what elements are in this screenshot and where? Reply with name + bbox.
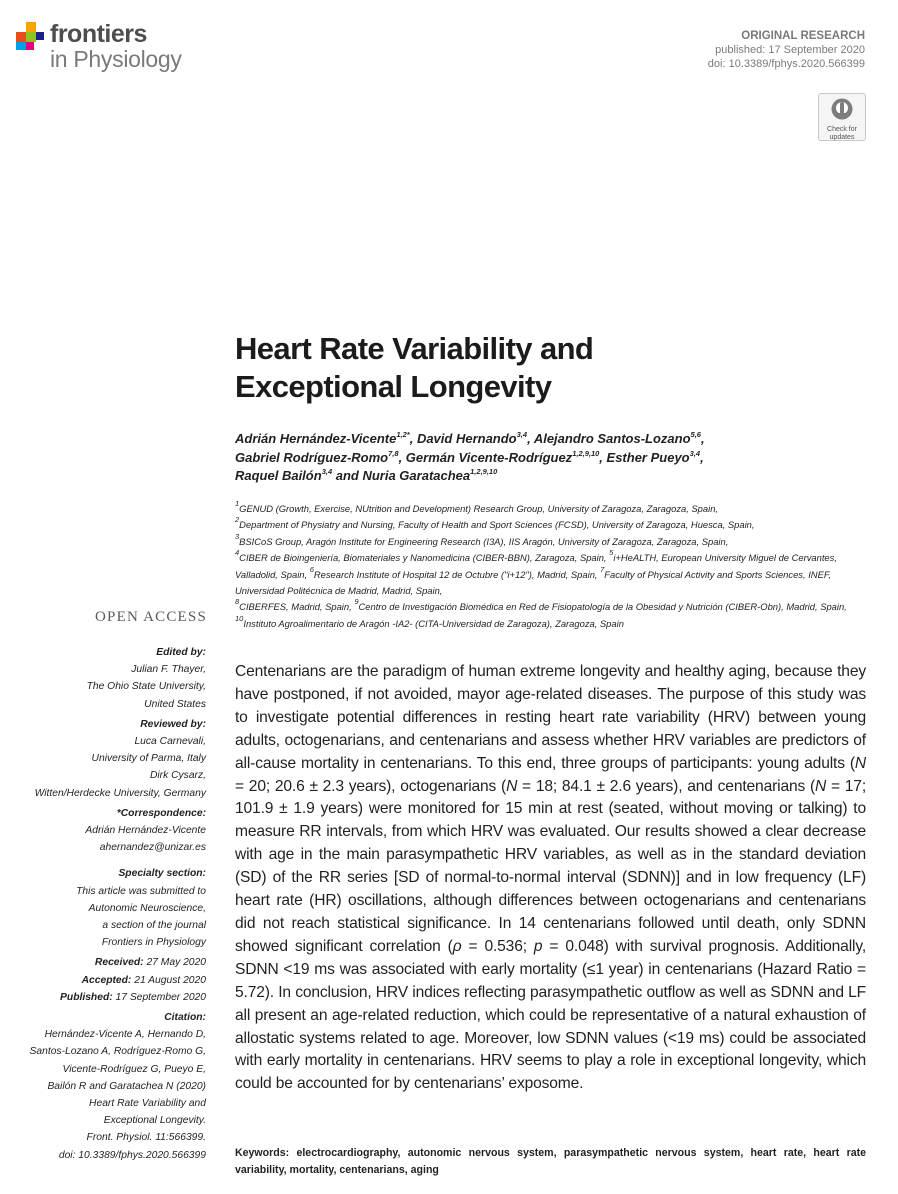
received-date: 27 May 2020 bbox=[146, 957, 206, 969]
author[interactable] bbox=[235, 431, 417, 446]
check-badge-line2: updates bbox=[829, 134, 855, 141]
frontiers-logo-icon bbox=[14, 18, 48, 52]
edited-by-section bbox=[0, 644, 206, 713]
affiliation-text: Research Institute of Hospital 12 de Octubre ("i+12"), Madrid, Spain, bbox=[313, 568, 598, 580]
affiliation-number: 7 bbox=[600, 564, 605, 574]
author-sep: , bbox=[599, 449, 607, 465]
received-row bbox=[0, 954, 206, 971]
affiliation bbox=[235, 531, 729, 547]
dates-section bbox=[0, 954, 206, 1006]
author[interactable] bbox=[235, 450, 406, 465]
title-line-1: Heart Rate Variability and bbox=[235, 331, 594, 366]
reviewed-by-line: Witten/Herdecke University, Germany bbox=[34, 787, 206, 799]
author-sep: , bbox=[398, 449, 406, 465]
affiliation-text: CIBER de Bioingeniería, Biomateriales y Nanomedicina (CIBER-BBN), Zaragoza, Spain, bbox=[239, 552, 607, 564]
affiliation-number: 10 bbox=[235, 613, 244, 623]
open-access-label: OPEN ACCESS bbox=[95, 609, 207, 625]
specialty-section bbox=[0, 865, 206, 951]
author-name: Germán Vicente-Rodríguez bbox=[405, 449, 573, 465]
affiliation-number: 1 bbox=[235, 499, 240, 508]
published-date: 17 September 2020 bbox=[115, 991, 206, 1003]
affiliation-text: Centro de Investigación Biomédica en Red de Fisiopatología de la Obesidad y Nutrición (CIBER-Obn), Madrid, Spain, bbox=[358, 601, 847, 613]
author-sep: , bbox=[700, 431, 705, 446]
affiliation bbox=[309, 564, 598, 580]
check-updates-icon bbox=[830, 97, 854, 121]
abstract-text: = 20; 20.6 ± 2.3 years), octogenarians ( bbox=[235, 777, 507, 795]
author-sep: and bbox=[332, 468, 363, 483]
keywords-label: Keywords: bbox=[235, 1147, 290, 1159]
affiliation-number: 6 bbox=[309, 564, 314, 574]
edited-by-line: United States bbox=[144, 698, 206, 710]
citation-section bbox=[0, 1009, 206, 1164]
article-header bbox=[708, 29, 865, 71]
journal-logo bbox=[14, 16, 214, 76]
affiliation-text: i+HeALTH, European University Miguel de Cervantes, Valladolid, Spain, bbox=[235, 552, 837, 580]
author-affil-sup: 1,2,9,10 bbox=[470, 467, 498, 476]
logo-name: frontiers bbox=[50, 20, 147, 48]
affiliation-text: CIBERFES, Madrid, Spain, bbox=[239, 601, 352, 613]
specialty-line: Frontiers in Physiology bbox=[101, 937, 206, 949]
specialty-label: Specialty section: bbox=[118, 868, 206, 880]
citation-line: Heart Rate Variability and bbox=[89, 1098, 206, 1110]
specialty-line: a section of the journal bbox=[102, 920, 206, 932]
author-list bbox=[235, 430, 865, 486]
author[interactable] bbox=[607, 450, 704, 465]
edited-by-line: Julian F. Thayer, bbox=[131, 664, 206, 676]
author[interactable] bbox=[362, 468, 497, 483]
affiliation bbox=[235, 597, 352, 613]
published-label: Published: bbox=[60, 991, 113, 1003]
citation-line: Exceptional Longevity. bbox=[103, 1115, 206, 1127]
author-affil-sup: 1,2,9,10 bbox=[572, 448, 600, 458]
author-affil-sup: 1,2* bbox=[396, 430, 410, 439]
affiliation-text: Faculty of Physical Activity and Sports Sciences, INEF, Universidad Politécnica de Madrid, Madrid, Spain, bbox=[235, 568, 831, 597]
abstract-text: Centenarians are the paradigm of human extreme longevity and healthy aging, because they have postponed, if not avoided, mayor age-related diseases. The purpose of this study was to investigate potential differences in resting heart rate variability (HRV) between young adults, octogenarians, and centenarians and assess whether HRV variables are predictors of all-cause mortality in centenarians. To this end, three groups of participants: young adults ( bbox=[235, 663, 866, 772]
author-sep: , bbox=[700, 449, 704, 465]
abstract-symbol: N bbox=[506, 777, 518, 795]
reviewed-by-line: University of Parma, Italy bbox=[91, 753, 206, 765]
affiliation-list bbox=[235, 501, 875, 632]
citation-line: Bailón R and Garatachea N (2020) bbox=[47, 1080, 206, 1092]
affiliation bbox=[235, 515, 755, 531]
author-affil-sup: 3,4 bbox=[516, 430, 528, 439]
citation-line: Vicente-Rodríguez G, Pueyo E, bbox=[62, 1063, 206, 1075]
received-label: Received: bbox=[94, 957, 144, 969]
author-name: Nuria Garatachea bbox=[362, 468, 471, 483]
article-title bbox=[235, 330, 855, 406]
accepted-date: 21 August 2020 bbox=[134, 974, 206, 986]
accepted-label: Accepted: bbox=[81, 974, 132, 986]
affiliation-text: Instituto Agroalimentario de Aragón -IA2- (CITA-Universidad de Zaragoza), Zaragoza, Spain bbox=[243, 617, 624, 629]
correspondence-line: Adrián Hernández-Vicente bbox=[85, 825, 206, 837]
correspondence-line: ahernandez@unizar.es bbox=[99, 842, 206, 854]
affiliation bbox=[235, 613, 624, 629]
abstract-symbol: N bbox=[815, 777, 827, 795]
reviewed-by-line: Dirk Cysarz, bbox=[149, 770, 206, 782]
citation-line: Front. Physiol. 11:566399. bbox=[86, 1132, 206, 1144]
affiliation-number: 5 bbox=[609, 548, 614, 558]
article-info-sidebar bbox=[0, 644, 206, 1167]
author-sep: , bbox=[527, 431, 534, 446]
abstract-text: = 18; 84.1 ± 2.6 years), and centenarians ( bbox=[517, 777, 816, 795]
author-affil-sup: 7,8 bbox=[388, 448, 399, 458]
keywords-text: electrocardiography, autonomic nervous system, parasympathetic nervous system, heart rate, heart rate variability, mortality, centenarians, aging bbox=[235, 1147, 867, 1176]
abstract-text: = 0.536; bbox=[461, 937, 534, 955]
accepted-row bbox=[0, 972, 206, 989]
affiliation-number: 2 bbox=[235, 515, 240, 525]
edited-by-line: The Ohio State University, bbox=[86, 681, 206, 693]
author-sep: , bbox=[409, 431, 417, 446]
abstract-symbol: ρ bbox=[452, 937, 462, 955]
correspondence-label: *Correspondence: bbox=[116, 807, 206, 819]
author[interactable] bbox=[534, 431, 705, 446]
author-name: Raquel Bailón bbox=[235, 468, 322, 483]
affiliation-text: BSICoS Group, Aragón Institute for Engineering Research (I3A), IIS Aragón, University of Zaragoza, Zaragoza, Spain, bbox=[239, 535, 729, 547]
affiliation-number: 4 bbox=[235, 548, 240, 558]
affiliation-number: 9 bbox=[354, 597, 359, 607]
affiliation bbox=[235, 499, 719, 514]
article-type: ORIGINAL RESEARCH bbox=[741, 30, 865, 42]
published-date: published: 17 September 2020 bbox=[715, 44, 865, 56]
affiliation bbox=[354, 597, 847, 613]
affiliation-number: 8 bbox=[235, 597, 240, 607]
author-affil-sup: 5,6 bbox=[690, 430, 701, 439]
citation-line: Hernández-Vicente A, Hernando D, bbox=[44, 1029, 206, 1041]
check-badge-line1: Check for bbox=[827, 126, 857, 133]
author-affil-sup: 3,4 bbox=[689, 448, 701, 458]
author[interactable] bbox=[406, 450, 607, 465]
published-row bbox=[0, 989, 206, 1006]
affiliation bbox=[235, 548, 607, 564]
check-for-updates-badge[interactable] bbox=[818, 93, 866, 141]
correspondence-section bbox=[0, 805, 206, 857]
affiliation-text: GENUD (Growth, Exercise, NUtrition and Development) Research Group, University of Zaragoza, Zaragoza, Spain, bbox=[239, 503, 719, 514]
edited-by-label: Edited by: bbox=[156, 647, 206, 658]
abstract bbox=[235, 661, 866, 1096]
affiliation-text: Department of Physiatry and Nursing, Faculty of Health and Sport Sciences (FCSD), University of Zaragoza, Huesca, Spain, bbox=[239, 519, 755, 531]
reviewed-by-label: Reviewed by: bbox=[140, 718, 206, 730]
citation-line: doi: 10.3389/fphys.2020.566399 bbox=[58, 1149, 206, 1161]
specialty-line: This article was submitted to bbox=[76, 885, 206, 897]
author[interactable] bbox=[235, 468, 362, 483]
citation-line: Santos-Lozano A, Rodríguez-Romo G, bbox=[29, 1046, 206, 1058]
keywords bbox=[235, 1145, 866, 1178]
author-affil-sup: 3,4 bbox=[321, 467, 333, 476]
logo-journal: in Physiology bbox=[50, 46, 182, 72]
author-name: Gabriel Rodríguez-Romo bbox=[235, 449, 389, 465]
author[interactable] bbox=[417, 431, 534, 446]
author-name: Esther Pueyo bbox=[606, 449, 690, 465]
article-doi[interactable]: doi: 10.3389/fphys.2020.566399 bbox=[707, 58, 865, 70]
abstract-symbol: p bbox=[533, 937, 543, 955]
abstract-text: = 17; 101.9 ± 1.9 years) were monitored for 15 min at rest (seated, without moving or talking) to measure RR intervals, from which HRV was evaluated. Our results showed a clear decrease with age in the main parasympathetic HRV variables, as well as in the standard deviation (SD) of the RR series [SD of normal-to-normal interval (SDNN)] and in low frequency (LF) heart rate (HR) oscillations, although differences between octogenarians and centenarians did not reach statistical significance. In 14 centenarians followed until death, only SDNN showed significant correlation ( bbox=[235, 777, 866, 955]
reviewed-by-line: Luca Carnevali, bbox=[134, 736, 206, 748]
reviewed-by-section bbox=[0, 716, 206, 802]
author-name: Adrián Hernández-Vicente bbox=[235, 431, 397, 446]
author-name: Alejandro Santos-Lozano bbox=[533, 431, 691, 446]
title-line-2: Exceptional Longevity bbox=[235, 369, 552, 404]
author-name: David Hernando bbox=[416, 431, 517, 446]
affiliation-number: 3 bbox=[235, 531, 240, 541]
citation-label: Citation: bbox=[164, 1012, 206, 1024]
abstract-text: = 0.048) with survival prognosis. Additionally, SDNN <19 ms was associated with early mortality (≤1 year) in centenarians (Hazard Ratio = 5.72). In conclusion, HRV indices reflecting parasympathetic outflow as well as SDNN and LF all present an age-related reduction, which could be representative of a natural exhaustion of allostatic systems related to age. Moreover, low SDNN values (<19 ms) could be associated with early mortality in centenarians. HRV seems to play a role in exceptional longevity, which could be accounted for by centenarians’ exposome. bbox=[235, 937, 866, 1093]
specialty-line: Autonomic Neuroscience, bbox=[88, 902, 206, 914]
abstract-symbol: N bbox=[854, 754, 866, 772]
